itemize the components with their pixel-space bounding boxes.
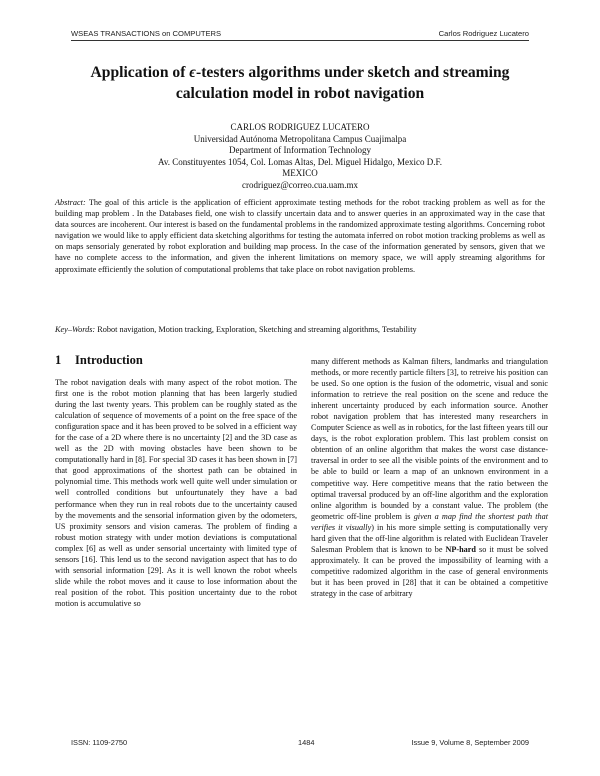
right-text-italic: given a map find the shortest path that verifies it visually	[311, 511, 549, 532]
footer-page-number: 1484	[298, 738, 315, 747]
footer-issn: ISSN: 1109-2750	[71, 738, 128, 747]
np-hard-term: NP-hard	[445, 544, 476, 554]
title-rest: -testers algorithms under sketch and streaming calculation model in robot navigation	[175, 64, 510, 102]
author-department: Department of Information Technology	[229, 145, 371, 156]
page-footer	[71, 738, 529, 750]
author-university: Universidad Autónoma Metropolitana Campus Cuajimalpa	[193, 133, 407, 144]
running-head	[71, 27, 529, 39]
keywords-text: Robot navigation, Motion tracking, Exploration, Sketching and streaming algorithms, Testability	[95, 325, 417, 334]
keywords-label: Key–Words:	[55, 325, 96, 334]
author-block	[71, 122, 529, 192]
intro-paragraph-right	[311, 356, 548, 599]
footer-issue: Issue 9, Volume 8, September 2009	[411, 738, 529, 747]
author-address: Av. Constituyentes 1054, Col. Lomas Altas, Del. Miguel Hidalgo, Mexico D.F.	[157, 156, 442, 167]
right-text-part1: many different methods as Kalman filters, landmarks and triangulation methods, or more recently particle filters [3], to retreive his position can be used. So one option is the fusion of the odometric, visual and sonic information to retrieve the real position on the scene and reduce the inherent uncertainty produced by each information source. Another robot navigation problem that has interested many researchers in Computer Science as well as in robotics, for the last fifteen years till our days, is the robot exploration problem. This last problem consist on obtention of an online algorithm that makes the worst case distance-traversal in order to see all the visible points of the environment and to be able to build or learn a map of an unknown environment in a competitive way. Here competitive means that the ratio between the optimal traversal produced by an off-line algorithm and the exploration online algorithm is bounded by a constant value. The problem (the geometric off-line problem is	[311, 357, 548, 521]
author-country: MEXICO	[282, 168, 318, 179]
running-author: Carlos Rodriguez Lucatero	[438, 28, 529, 38]
section-title-text: Introduction	[75, 353, 143, 367]
section-heading	[55, 352, 295, 368]
section-number: 1	[55, 353, 62, 367]
right-text-part2: ) in his more simple setting is computationally very hard given that the off-line algorithm is related with Euclidean Traveler Salesman Problem that is known to be	[311, 522, 548, 554]
intro-paragraph-left: The robot navigation deals with many aspect of the robot motion. The first one is the robot motion planning that has been largerly studied during the last twenty years. This problem can be roughly stated as the calculation of sequence of movements of a point on the free space of the configuration space and it has been proved to be solved in a efficient way for the case of a 2D where there is no uncertainty [2] and the 3D case as well as the 2D with moving obstacles have been shown to be computationally hard in [8]. For special 3D cases it has been shown in [7] that good approximations of the shortest path can be obtained in polynomial time. This methods work well quite well under simulation or well controlled conditions but unfourtunately they have a bad performance when they run in real robots due to the uncertainty caused by the movements and the sensorial information given by the odometers, US proximity sensors and vision cameras. The problem of finding a robust motion strategy with under motion deviations is computational complex [6] as well as under sensorial uncertainty with limited type of sensors [16]. This lend us to the second navigation aspect that has to do with sensorial information [29]. As it is well known the robot wheels slide while the robot moves and it cause to lose information about the real position of the robot. This position uncertainty due to the robot motion is accumulative so	[55, 378, 297, 608]
paper-title	[60, 62, 540, 104]
abstract-label: Abstract:	[55, 198, 86, 207]
author-email: crodriguez@correo.cua.uam.mx	[242, 179, 358, 190]
header-rule	[71, 40, 529, 41]
right-column	[311, 356, 548, 599]
journal-name: WSEAS TRANSACTIONS on COMPUTERS	[71, 28, 222, 38]
abstract-text: The goal of this article is the application of efficient approximate testing methods for the robot tracking problem as well as for the building map problem . In the Databases field, one wish to classify uncertain data and to answer queries in an approximated way in the case that data sources are incoherent. Our interest is based on the fundamental problems in the randomized approximate testing algorithms. Concerning robot navigation we would like to apply efficient data sketching algorithms for testing the automata inferred on robot motion tracking problems as well as on maps sensorialy generated by robot exploration and building map process. In the case of the information generated by sensors, given that we have no complete access to the information, and given the inherent limitations on memory space, we will apply streaming algorithms for approximate efficiently the solution of computational problems that take place on robot navigation problems.	[55, 198, 545, 274]
right-text-part3: so it must be solved approximately. It can be proved the impossibility of learning with a competitive radomized algorithm in the case of general environments but it has been proved in [28] that it can be obtained a competitive strategy in the case of arbitrary	[311, 544, 548, 598]
title-start: Application of	[90, 64, 190, 81]
abstract	[55, 197, 545, 275]
epsilon-symbol: ϵ	[189, 64, 197, 81]
author-name: CARLOS RODRIGUEZ LUCATERO	[230, 122, 370, 132]
keywords	[55, 324, 545, 335]
left-column	[55, 377, 297, 609]
